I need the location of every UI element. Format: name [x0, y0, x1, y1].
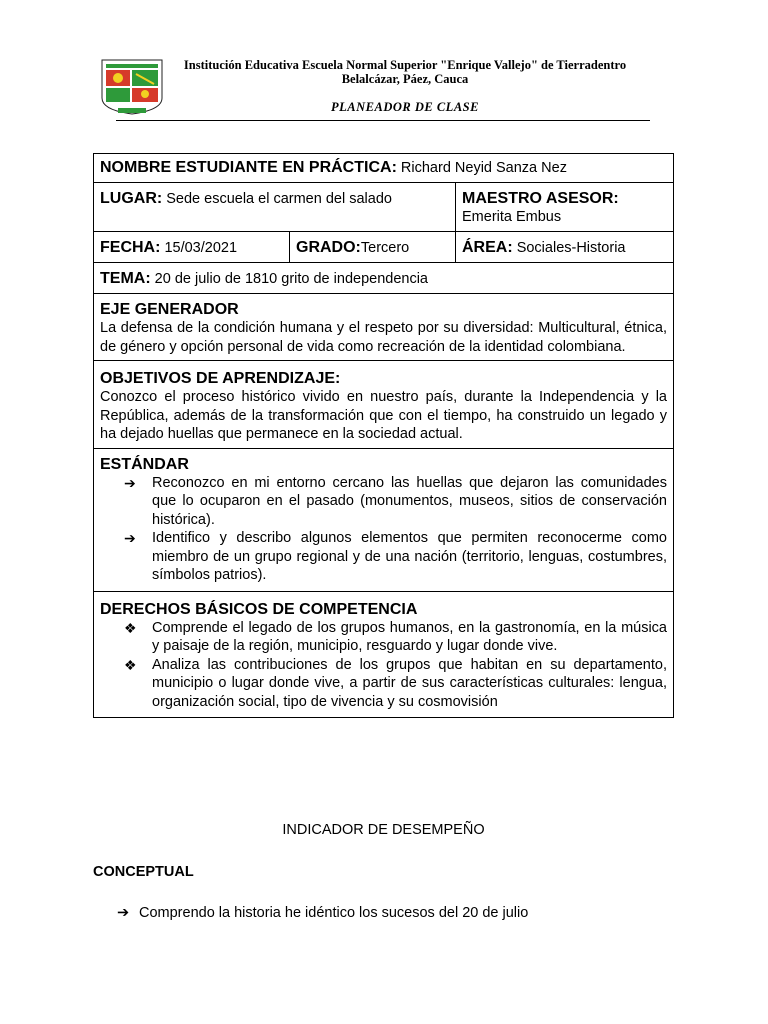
student-row [94, 154, 673, 183]
derechos-list [100, 619, 667, 712]
header-divider [116, 120, 650, 121]
fecha-label: FECHA: [100, 239, 161, 256]
derechos-item-text: Comprende el legado de los grupos humanos, en la gastronomía, en la música y paisaje de la región, municipio, resguardo y lugar donde vive. [152, 619, 667, 654]
tema-cell [94, 263, 673, 293]
estandar-item-text: Identifico y describo algunos elementos que permiten reconocerme como miembro de un grupo regional y de una nación (territorio, lenguas, costumbres, símbolos patrios). [152, 530, 667, 583]
list-item [124, 529, 667, 585]
eje-text: La defensa de la condición humana y el respeto por su diversidad: Multicultural, étnica, de género y opción personal de vida como recreación de la identidad colombiana. [100, 320, 667, 355]
school-logo [96, 56, 168, 118]
derechos-item-text: Analiza las contribuciones de los grupos que habitan en su departamento, municipio o lugar donde vive, a partir de sus características culturales: lengua, organización social, tipo de vivencia y su cosmovisión [152, 656, 667, 710]
eje-cell [94, 294, 673, 360]
institution-name: Institución Educativa Escuela Normal Superior "Enrique Vallejo" de Tierradentro [183, 58, 627, 72]
conceptual-item [117, 905, 528, 921]
objetivos-row [94, 361, 673, 449]
institution-header [170, 58, 640, 86]
arrow-icon: ➔ [124, 474, 136, 491]
estandar-title: ESTÁNDAR [100, 455, 189, 473]
class-plan-table [93, 153, 674, 718]
maestro-value: Emerita Embus [462, 209, 562, 225]
diamond-bullet-icon: ❖ [124, 619, 137, 636]
grado-value: Tercero [360, 240, 410, 256]
indicador-title: INDICADOR DE DESEMPEÑO [282, 822, 485, 838]
grado-cell [289, 232, 455, 262]
estandar-cell [94, 449, 673, 591]
list-item [124, 619, 667, 656]
conceptual-item-text: Comprendo la historia he idéntico los sucesos del 20 de julio [139, 905, 529, 921]
document-title: PLANEADOR DE CLASE [331, 100, 479, 114]
arrow-icon: ➔ [117, 905, 130, 921]
lugar-label: LUGAR: [100, 190, 163, 207]
estandar-list [100, 474, 667, 585]
objetivos-title: OBJETIVOS DE APRENDIZAJE: [100, 370, 341, 387]
student-cell [94, 154, 673, 182]
derechos-row [94, 592, 673, 718]
eje-row [94, 294, 673, 361]
list-item [124, 474, 667, 530]
fecha-row [94, 232, 673, 263]
student-label: NOMBRE ESTUDIANTE EN PRÁCTICA: [100, 159, 397, 176]
maestro-cell [455, 183, 673, 231]
objetivos-text: Conozco el proceso histórico vivido en nuestro país, durante la Independencia y la República, además de la transformación que con el tiempo, ha construido un legado y ha dejado huellas que permanece en la sociedad actual. [100, 389, 667, 442]
fecha-cell [94, 232, 289, 262]
lugar-cell [94, 183, 455, 231]
tema-label: TEMA: [100, 270, 151, 287]
arrow-icon: ➔ [124, 530, 136, 546]
estandar-item-text: Reconozco en mi entorno cercano las huellas que dejaron las comunidades que lo ocuparon en el pasado (monumentos, museos, sitios de conservación histórica). [152, 474, 667, 528]
lugar-row [94, 183, 673, 232]
area-cell [455, 232, 673, 262]
objetivos-cell [94, 361, 673, 448]
tema-value: 20 de julio de 1810 grito de independencia [150, 271, 428, 287]
fecha-value: 15/03/2021 [160, 240, 238, 256]
estandar-row [94, 449, 673, 592]
area-label: ÁREA: [462, 239, 513, 256]
lugar-value: Sede escuela el carmen del salado [162, 191, 392, 207]
conceptual-label: CONCEPTUAL [93, 864, 194, 880]
maestro-label: MAESTRO ASESOR: [462, 190, 619, 207]
area-value: Sociales-Historia [512, 240, 626, 256]
derechos-title: DERECHOS BÁSICOS DE COMPETENCIA [100, 600, 418, 618]
list-item [124, 656, 667, 712]
tema-row [94, 263, 673, 294]
derechos-cell [94, 592, 673, 718]
eje-title: EJE GENERADOR [100, 301, 239, 318]
student-value: Richard Neyid Sanza Nez [396, 160, 567, 176]
grado-label: GRADO: [296, 239, 361, 256]
diamond-bullet-icon: ❖ [124, 656, 137, 673]
institution-location: Belalcázar, Páez, Cauca [341, 72, 469, 86]
